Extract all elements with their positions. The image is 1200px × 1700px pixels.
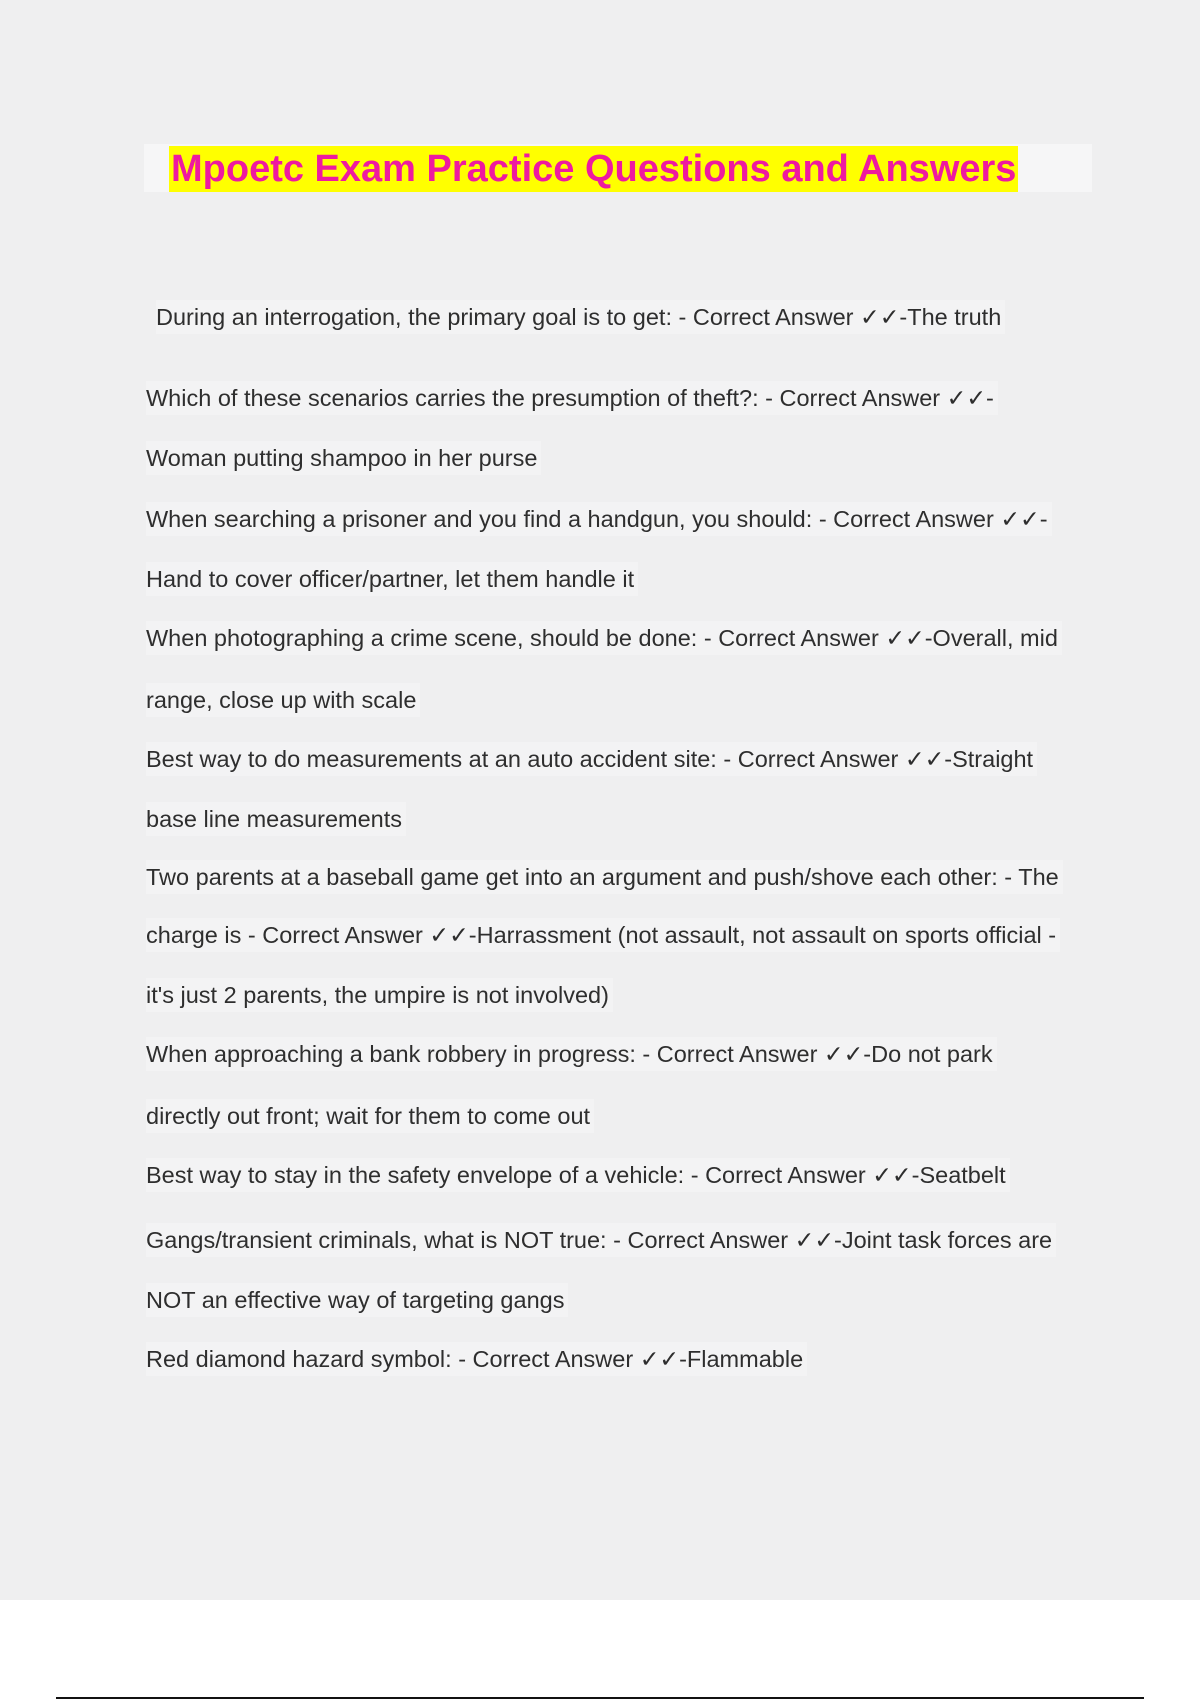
qa-line-2: Which of these scenarios carries the presumption of theft?: - Correct Answer ✓✓- xyxy=(146,381,998,415)
qa-line-6: When photographing a crime scene, should be done: - Correct Answer ✓✓-Overall, mid xyxy=(146,621,1062,655)
qa-line-15: Best way to stay in the safety envelope of a vehicle: - Correct Answer ✓✓-Seatbelt xyxy=(146,1158,1010,1192)
qa-line-16: Gangs/transient criminals, what is NOT true: - Correct Answer ✓✓-Joint task forces are xyxy=(146,1223,1056,1257)
qa-line-3: Woman putting shampoo in her purse xyxy=(146,441,541,475)
qa-line-17: NOT an effective way of targeting gangs xyxy=(146,1283,568,1317)
qa-line-18: Red diamond hazard symbol: - Correct Answer ✓✓-Flammable xyxy=(146,1342,807,1376)
qa-line-4: When searching a prisoner and you find a handgun, you should: - Correct Answer ✓✓- xyxy=(146,502,1052,536)
qa-line-12: it's just 2 parents, the umpire is not involved) xyxy=(146,978,613,1012)
document-title: Mpoetc Exam Practice Questions and Answers xyxy=(171,148,1017,190)
qa-line-5: Hand to cover officer/partner, let them handle it xyxy=(146,562,638,596)
footer-divider xyxy=(56,1697,1144,1699)
qa-line-9: base line measurements xyxy=(146,802,406,836)
qa-line-14: directly out front; wait for them to come out xyxy=(146,1099,594,1133)
qa-line-1: During an interrogation, the primary goal is to get: - Correct Answer ✓✓-The truth xyxy=(156,300,1005,334)
qa-line-10: Two parents at a baseball game get into an argument and push/shove each other: - The xyxy=(146,860,1063,894)
qa-line-8: Best way to do measurements at an auto accident site: - Correct Answer ✓✓-Straight xyxy=(146,742,1037,776)
qa-line-13: When approaching a bank robbery in progress: - Correct Answer ✓✓-Do not park xyxy=(146,1037,997,1071)
qa-line-7: range, close up with scale xyxy=(146,683,420,717)
qa-line-11: charge is - Correct Answer ✓✓-Harrassment (not assault, not assault on sports official - xyxy=(146,918,1060,952)
